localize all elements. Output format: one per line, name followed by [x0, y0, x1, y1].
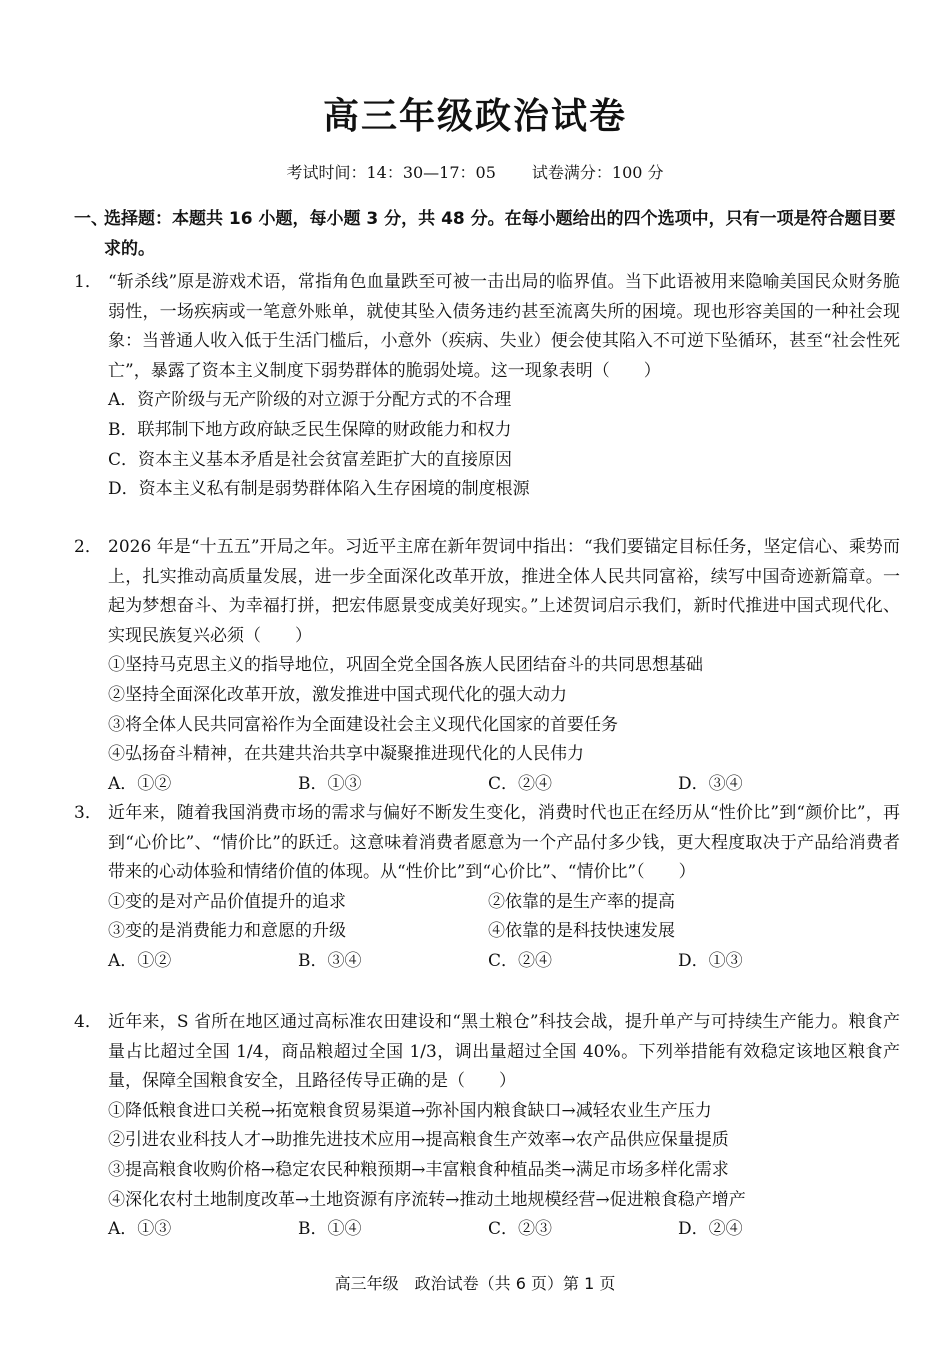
- section-text: 选择题：本题共 16 小题，每小题 3 分，共 48 分。在每小题给出的四个选项中，只有一项是符合题目要求的。: [104, 209, 896, 259]
- page-title: 高三年级政治试卷: [322, 96, 627, 137]
- choice-d: D．②④: [678, 1219, 743, 1240]
- statement-2: ②坚持全面深化改革开放，激发推进中国式现代化的强大动力: [108, 684, 567, 705]
- choice-a: A．①②: [108, 773, 172, 794]
- answer-choices: [108, 947, 900, 977]
- question-stem: 近年来，S 省所在地区通过高标准农田建设和“黑土粮仓”科技会战，提升单产与可持续生产能力。粮食产量占比超过全国 1/4，商品粮超过全国 1/3，调出量超过全国 40%。下列举措能有效稳定该地区粮食产量，保障全国粮食安全，且路径传导正确的是（ ）: [108, 1012, 900, 1092]
- statement-2: ②依靠的是生产率的提高: [488, 891, 675, 912]
- choice-c: C．②④: [488, 773, 553, 794]
- choice-b: B．③④: [298, 950, 362, 971]
- statement-4: ④弘扬奋斗精神，在共建共治共享中凝聚推进现代化的人民伟力: [108, 744, 584, 765]
- choice-a: A．①②: [108, 950, 172, 971]
- statement-2: ②引进农业科技人才→助推先进技术应用→提高粮食生产效率→农产品供应保量提质: [108, 1130, 729, 1151]
- question-stem: 近年来，随着我国消费市场的需求与偏好不断发生变化，消费时代也正在经历从“性价比”到“颜价比”，再到“心价比”、“情价比”的跃迁。这意味着消费者愿意为一个产品付多少钱，更大程度取决于产品给消费者带来的心动体验和情绪价值的体现。从“性价比”到“心价比”、“情价比”（ ）: [108, 803, 900, 883]
- statement-row-1: [108, 888, 900, 918]
- exam-info: [0, 160, 950, 183]
- section-heading: [74, 204, 904, 264]
- statement-1: ①变的是对产品价值提升的追求: [108, 891, 346, 912]
- statement-4: ④依靠的是科技快速发展: [488, 921, 675, 942]
- choice-b: B．①④: [298, 1219, 362, 1240]
- question-number: 3．: [74, 803, 102, 823]
- question-number: 1．: [74, 272, 102, 292]
- question-4: [74, 1008, 900, 1245]
- statement-3: ③将全体人民共同富裕作为全面建设社会主义现代化国家的首要任务: [108, 714, 618, 735]
- statement-1: ①降低粮食进口关税→拓宽粮食贸易渠道→弥补国内粮食缺口→减轻农业生产压力: [108, 1100, 712, 1121]
- question-2: [74, 533, 900, 799]
- statement-3: ③变的是消费能力和意愿的升级: [108, 921, 346, 942]
- option-a: A．资产阶级与无产阶级的对立源于分配方式的不合理: [108, 390, 512, 411]
- statement-4: ④深化农村土地制度改革→土地资源有序流转→推动土地规模经营→促进粮食稳产增产: [108, 1189, 746, 1210]
- question-1: [74, 268, 900, 505]
- statement-3: ③提高粮食收购价格→稳定农民种粮预期→丰富粮食种植品类→满足市场多样化需求: [108, 1159, 729, 1180]
- question-number: 4．: [74, 1012, 102, 1032]
- statement-row-2: [108, 917, 900, 947]
- question-3: [74, 799, 900, 977]
- section-label: 一、: [74, 209, 108, 229]
- choice-b: B．①③: [298, 773, 362, 794]
- page-footer: 高三年级 政治试卷（共 6 页）第 1 页: [334, 1274, 616, 1293]
- answer-choices: [108, 1215, 900, 1245]
- choice-d: D．③④: [678, 773, 743, 794]
- exam-score: 试卷满分：100 分: [531, 163, 664, 182]
- option-d: D．资本主义私有制是弱势群体陷入生存困境的制度根源: [108, 479, 530, 500]
- option-b: B．联邦制下地方政府缺乏民生保障的财政能力和权力: [108, 419, 512, 440]
- answer-choices: [108, 770, 900, 800]
- choice-a: A．①③: [108, 1219, 172, 1240]
- option-c: C．资本主义基本矛盾是社会贫富差距扩大的直接原因: [108, 449, 513, 470]
- choice-c: C．②④: [488, 950, 553, 971]
- question-stem: 2026 年是“十五五”开局之年。习近平主席在新年贺词中指出：“我们要锚定目标任务，坚定信心、乘势而上，扎实推动高质量发展，进一步全面深化改革开放，推进全体人民共同富裕，续写中国奇迹新篇章。一起为梦想奋斗、为幸福打拼，把宏伟愿景变成美好现实。”上述贺词启示我们，新时代推进中国式现代化、实现民族复兴必须（ ）: [108, 537, 900, 646]
- choice-d: D．①③: [678, 950, 743, 971]
- exam-time: 考试时间：14：30—17：05: [286, 163, 496, 182]
- statement-1: ①坚持马克思主义的指导地位，巩固全党全国各族人民团结奋斗的共同思想基础: [108, 655, 703, 676]
- question-number: 2．: [74, 537, 102, 557]
- question-stem: “斩杀线”原是游戏术语，常指角色血量跌至可被一击出局的临界值。当下此语被用来隐喻美国民众财务脆弱性，一场疾病或一笔意外账单，就使其坠入债务违约甚至流离失所的困境。现也形容美国的一种社会现象：当普通人收入低于生活门槛后，小意外（疾病、失业）便会使其陷入不可逆下坠循环，甚至“社会性死亡”，暴露了资本主义制度下弱势群体的脆弱处境。这一现象表明（ ）: [108, 272, 900, 381]
- choice-c: C．②③: [488, 1219, 553, 1240]
